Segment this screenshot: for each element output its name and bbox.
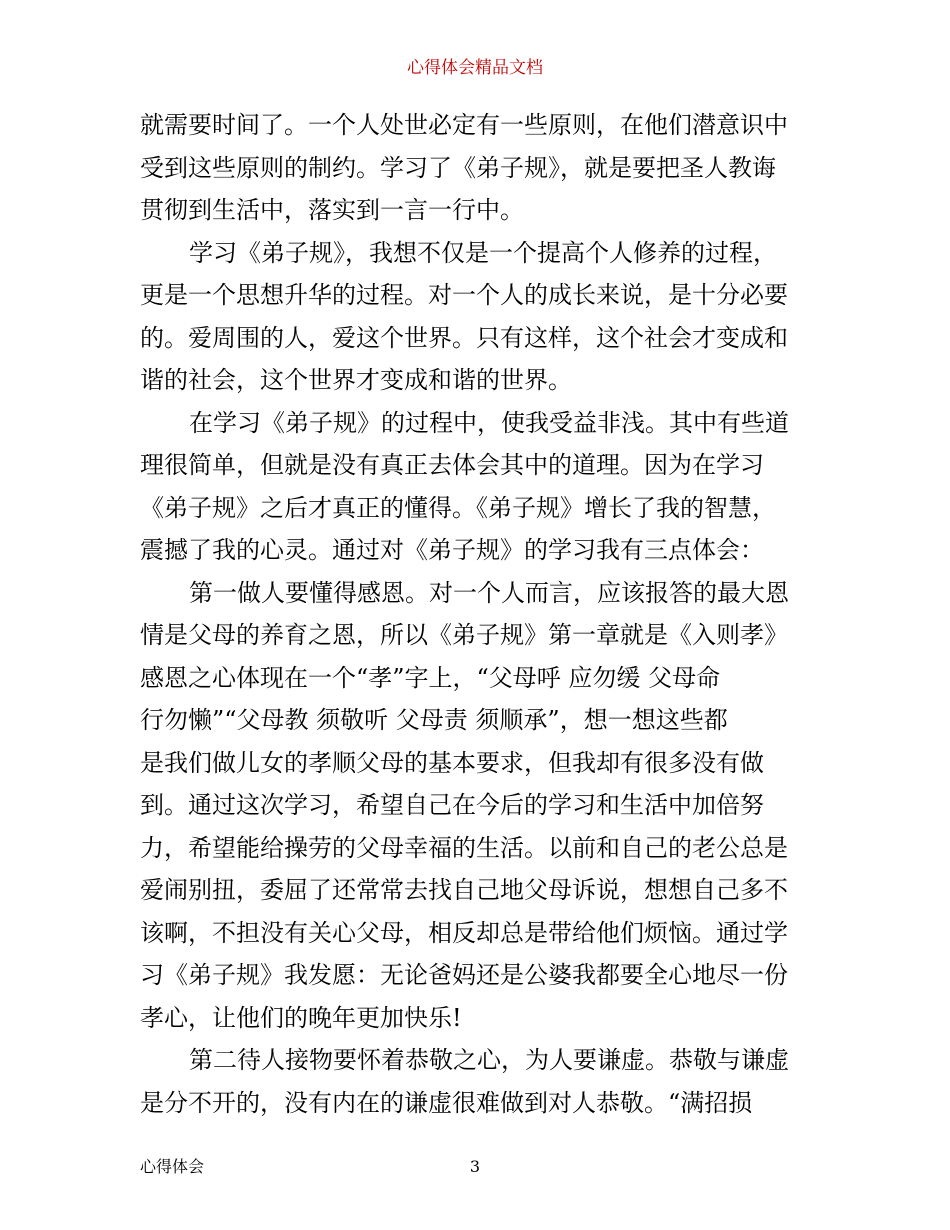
text-line: 谐的社会，这个世界才变成和谐的世界。: [140, 366, 572, 394]
text-line: 感恩之心体现在一个“孝”字上，“父母呼 应勿缓 父母命: [140, 663, 721, 692]
text-line: 是分不开的，没有内在的谦虚很难做到对人恭敬。“满招损: [140, 1088, 753, 1117]
text-line: 更是一个思想升华的过程。对一个人的成长来说，是十分必要: [140, 281, 788, 309]
text-line: 理很简单，但就是没有真正去体会其中的道理。因为在学习: [140, 451, 764, 479]
paragraph-first-line: 学习《弟子规》，我想不仅是一个提高个人修养的过程，: [189, 238, 777, 267]
text-line: 该啊，不担没有关心父母，相反却总是带给他们烦恼。通过学: [140, 918, 788, 947]
text-line: 行勿懒”“父母教 须敬听 父母责 须顺承”，想一想这些都: [140, 706, 728, 734]
page-number: 3: [469, 1157, 481, 1176]
text-line: 就需要时间了。一个人处世必定有一些原则，在他们潜意识中: [140, 111, 788, 139]
text-line: 是我们做儿女的孝顺父母的基本要求，但我却有很多没有做: [140, 748, 764, 777]
text-line: 习《弟子规》我发愿：无论爸妈还是公婆我都要全心地尽一份: [140, 961, 788, 989]
text-line: 力，希望能给操劳的父母幸福的生活。以前和自己的老公总是: [140, 833, 788, 862]
page-header-title: 心得体会精品文档: [407, 58, 543, 78]
footer-label: 心得体会: [140, 1157, 205, 1176]
paragraph-first-line: 第二待人接物要怀着恭敬之心，为人要谦虚。恭敬与谦虚: [189, 1046, 789, 1074]
paragraph-first-line: 第一做人要懂得感恩。对一个人而言，应该报答的最大恩: [189, 578, 789, 607]
text-line: 贯彻到生活中，落实到一言一行中。: [140, 196, 524, 224]
text-line: 孝心，让他们的晚年更加快乐!: [140, 1003, 462, 1032]
text-line: 《弟子规》之后才真正的懂得。《弟子规》增长了我的智慧，: [140, 493, 776, 522]
text-line: 爱闹别扭，委屈了还常常去找自己地父母诉说，想想自己多不: [140, 876, 788, 904]
text-line: 的。爱周围的人，爱这个世界。只有这样，这个社会才变成和: [140, 323, 788, 352]
text-line: 到。通过这次学习，希望自己在今后的学习和生活中加倍努: [140, 791, 764, 819]
text-line: 受到这些原则的制约。学习了《弟子规》，就是要把圣人教诲: [140, 153, 776, 182]
paragraph-first-line: 在学习《弟子规》的过程中，使我受益非浅。其中有些道: [189, 408, 789, 437]
document-body: [140, 104, 812, 1124]
text-line: 震撼了我的心灵。通过对《弟子规》的学习我有三点体会：: [140, 536, 764, 564]
text-line: 情是父母的养育之恩，所以《弟子规》第一章就是《入则孝》: [140, 621, 788, 649]
